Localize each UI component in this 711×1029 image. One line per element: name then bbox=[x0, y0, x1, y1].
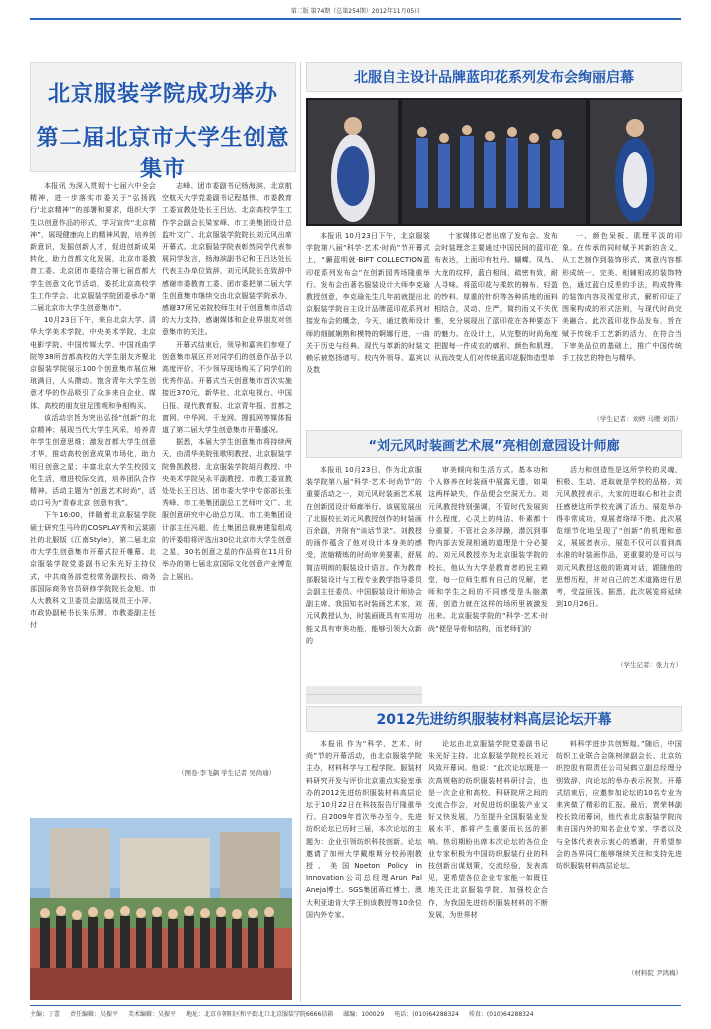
left-headline-line1: 北京服装学院成功举办 bbox=[47, 82, 278, 107]
bottom-headline-text: 2012先进纺织服装材料高层论坛开幕 bbox=[376, 712, 612, 728]
right-top-headline bbox=[306, 62, 682, 92]
paragraph: 本报讯 作为“科学、艺术、时尚”节的开幕活动，由北京服装学院主办，材料科学与工程学院、服装材料研究开发与评价北京重点实验室承办的2012先进纺织服装材料高层论坛于10月22日在科技报告厅隆重举行。自2009年首次举办至今，先进纺织论坛已历时三届，本次论坛的主题为：企业引领纺织科技创新。论坛邀请了加州大学戴维斯分校孙刚教授、美国Noeton Policy in Innovation公司总经理Arun Pal Aneja博士、SGS集团蒋红博士、澳大利亚迪肯大学王钥该教授等10余位国内外专家。 bbox=[306, 740, 422, 919]
bottom-col1 bbox=[306, 738, 422, 1000]
paragraph: 论坛由北京服装学院党委副书记朱光好主持。北京服装学院校长刘元风致开幕词。他说：“此次论坛既是一次高规格的纺织服装材料研讨会，也是一次企业和高校、科研院所之间的交流合作会，对促进纺织服装产业又好又快发展，乃至提升全国服装业发展水平，都将产生重要而长远的影响。热切期盼出席本次论坛的各位企业专家积极为中国纺织服装行业的科技创新出谋划策，交流经验，发表高见，更希望各位企业专家能一如既往地关注北京服装学院，加强校企合作，为我国先进纺织服装材料的不断发展，为世界材 bbox=[428, 740, 548, 919]
paragraph: 10月23日下午，来自北京大学、清华大学美术学院、中央美术学院、北京电影学院、中国传媒大学、中国戏曲学院等38所首都高校的大学生朋友齐聚北京服装学院展示100个创意集市展位琳琅满目，人头攒动。饱含青年大学生创意才华的作品吸引了众多来自企业、媒体、高校的朋友驻足围观和争相购买。 bbox=[30, 316, 156, 410]
paragraph: 审美倾向和生活方式。基本功和个人修养在时装画中展露无遗，如果这两样缺失，作品便会空洞无力。刘元风教授特别强调，不管时代发展到什么程度，心灵上的纯洁、朴素都十分重要。不管社会多浮躁，潜沉到事物内部去发现相通的道理是十分必要的。刘元风教授亦为北京服装学院的校长，他认为大学是教育者的民主殿堂，每一位师生都有自己的见解，老师和学生之间的不同感受是头脑激荡，创造力就在这样的场所里被激发出来。北京服装学院的“科学·艺术·时尚”便是导骨和结构，而老师们的 bbox=[428, 466, 548, 633]
paragraph: 下午16:00，伴随着北京服装学院硕士研究生马玲的COSPLAY秀和云裳剧社的北服版《江南Style》，第二届北京市大学生创意集市开幕式拉开帷幕。北京服装学院党委副书记朱光好主持仪式，中共商务部党校常务副校长、商务部国际商务官员研修学院院长金旭、市人大教科文卫委员会副巡视员王小萍、市政协副秘书长朱乐滞、市教委副主任付 bbox=[30, 511, 156, 630]
middle-credit: （学生记者：张力方） bbox=[617, 661, 682, 669]
paragraph: 该活动宗旨为突出弘扬“创新”的北京精神；展现当代大学生风采，培养青年学生创意思维；激发首都大学生创意才华，推动高校创意成果市场化，助力明日创意之星；丰富北京大学生校园文化生活，增进校际交流，培养团队合作精神。活动主题为“创意艺术时尚”，活动口号为“青春北京 创意有我”。 bbox=[30, 413, 156, 508]
issue-info: 第二版 第74期（总第254期）2012年11月05日 bbox=[290, 8, 421, 15]
left-article-col1 bbox=[30, 180, 156, 816]
bottom-headline bbox=[306, 706, 682, 732]
runway-photo-strip bbox=[306, 98, 682, 226]
left-headline-box bbox=[30, 62, 296, 182]
left-headline-line2: 第二届北京市大学生创意集市 bbox=[36, 126, 290, 182]
illustration-strip bbox=[306, 686, 422, 704]
right-top-col3 bbox=[562, 230, 682, 412]
left-article-credit: （图卷·李飞飙 学生记者 吴尚瑜） bbox=[178, 769, 276, 777]
footer-editor: 责任编辑：吴振平 bbox=[70, 1011, 119, 1018]
bottom-col3 bbox=[556, 738, 682, 964]
paragraph: 一、颜色呆板、肌理平淡的印象。在传承的同时赋予其新的含义，从工艺制作到装饰形式，寓意内容都形成统一、完美、相辅相成的装饰特色，通过蓝白反差的手法，构成特殊的装饰内容及视觉形式，解析印证了图案构成的形式法则，与现代时尚完美融合。此次蓝印花作品发布，旨在赋予传统手工艺新的活力，在符合当下审美品位的基础上，推广中国传统手工技艺的特色与精华。 bbox=[562, 232, 682, 363]
footer-art-editor: 美术编辑：吴振平 bbox=[128, 1011, 177, 1018]
paragraph: 据悉，本届大学生创意集市将持续两天，由清华美院张歌明教授、北京服装学院鲁凯教授、北京服装学院胡月教授、中央美术学院吴永平副教授、市教工委宣教处处长王吕达、团市委大学中专部部长张秀峰、市工美集团副总工艺师叶文广、北服创意研究中心助总万凤、市工美集团设计部主任冯超、佐上集团总裁唐建玺组成的评委组将评选出30位北京市大学生创意之星，30名创意之星的作品将在11月份举办的第七届北京国际文化创意产业博览会上展出。 bbox=[162, 438, 292, 581]
footer-address: 地址：北京市朝阳区和平街北口北京服装学院6666信箱 bbox=[186, 1011, 334, 1018]
middle-headline-text: “刘元风时装画艺术展”亮相创意园设计师廊 bbox=[368, 438, 620, 454]
paragraph: 十家媒体记者出席了发布会。发布会时装理念主要通过中国民间的蓝印花布表达，上面印有牡丹、蝴蝶、凤鸟、大龙的纹样，蓝白相间，疏密有致，耐人寻味。将蓝印花与柔软的棉布、轻盈的纱料、厚重的针织等各种质地的面料相结合，灵动、庄严，简约而又不失优雅，充分展现出了蓝印花在各种要态下的魅力。在设计上，从完整的时尚角度把握每一件成衣的廓形、颜色和肌理，从而改变人们对传统蓝印花服饰造型单 bbox=[434, 232, 558, 363]
footer-chief-editor: 主编：丁蕾 bbox=[30, 1011, 61, 1018]
middle-headline bbox=[306, 430, 682, 458]
right-top-col1 bbox=[306, 230, 430, 426]
creative-market-group-photo bbox=[30, 818, 292, 1000]
middle-col3 bbox=[556, 464, 682, 658]
middle-col2 bbox=[428, 464, 548, 694]
paragraph: 志峰、团市委副书记杨海滨、北京航空航天大学党委副书记程基伟、市委教育工委宣教处处长王吕达、北京高校学生工作学会副会长梁家峰、市工美集团设计总监叶文广、北京服装学院院长刘元风出席开幕式。北京服装学院表彰然同学代表参展同学发言，杨海滨副书记和王吕达处长代表主办单位致辞，刘元风院长在致辞中感谢市委教育工委、团市委把第二届大学生创意集市继续交由北京服装学院承办，感谢37所兄弟院校师生对于创意集市活动的大力支持，感谢媒体和企业界朋友对创意集市的关注。 bbox=[162, 182, 292, 337]
footer-fax: 传真：(010)64288324 bbox=[468, 1011, 534, 1018]
left-article-col2 bbox=[162, 180, 292, 752]
paragraph: 本报讯 10月23日，作为北京服装学院第八届“科学·艺术·时尚节”的重要活动之一，刘元风时装画艺术展在创新园设计师廊举行。该展览展出了北服校长刘元风教授创作的时装画百余副，并附有“谈话节录”。刘教授的画作蕴含了他对设计本身美的感受，浓缩精炼的时尚审美要素，舒展简洁明朗的服装设计语言。作为教育部服装设计与工程专业教学指导委员会副主任委员、中国服装设计师协会副主席、我国知名时装画艺术家，刘元风教授认为，时装画既具有实用功能又具有审美功能，能够引领大众新的 bbox=[306, 466, 422, 645]
footer-phone: 电话：(010)64288324 bbox=[394, 1011, 459, 1018]
middle-col1 bbox=[306, 464, 422, 682]
top-rule bbox=[30, 18, 681, 20]
paragraph: 开幕式结束后，领导和嘉宾们参观了创意集市展区并对同学们的创意作品予以高度评价，不少领导现场购买了同学们的优秀作品。开幕式当天创意集市首次实施接近370元，新华社、北京电视台、中国日报、现代教育报、北京青年报、首都之窗网、中华网、千龙网、搜狐网等媒体报道了第二届大学生创意集市开幕盛况。 bbox=[162, 340, 292, 435]
column-divider bbox=[300, 62, 301, 1002]
bottom-col2 bbox=[428, 738, 548, 1000]
paragraph: 料科学进步共创辉煌。”随后，中国纺织工业联合会陈树津副会长、北京纺织控股有限责任公司吴鹤立副总经理分别致辞，向论坛的举办表示祝贺。开幕式结束后，应邀参加论坛的10名专业为来宾做了精彩的汇报。最后，贾荣林副校长致闭幕词，他代表北京服装学院向来自国内外的知名企业专家、学者以及与全体代表表示衷心的感谢，并希望参会的各界同仁能够继续关注和支持先进纺织服装材料高层论坛。 bbox=[556, 740, 682, 871]
right-top-col2 bbox=[434, 230, 558, 426]
masthead-info bbox=[0, 6, 711, 18]
paragraph: 本报讯 10月23日下午，北京服装学院第八届“科学·艺术·时尚”节开幕式上，“獬蓝明就·BIFT COLLECTION蓝印花系列发布会”在创新园秀场隆重举行。发布会由著名服装设计大师李克瑜教授创意，李克瑜先生几年前就提出北京服装学院自主设计品牌蓝印花系列对接发布会的概念，今天，通过教师设计师的细腻娴熟和模特的婀娜行进，一曲关于历史与经典、现代与革新的时装文赖乐被悠扬谱写。校内外领导、嘉宾以及数 bbox=[306, 232, 430, 375]
right-top-credit: （学生记者：刘婷 马缨 刘笛） bbox=[593, 415, 682, 423]
right-top-headline-text: 北服自主设计品牌蓝印花系列发布会绚丽启幕 bbox=[354, 70, 634, 86]
paragraph: 活力和创造性是这所学校的灵魂，积极、生动、进取就是学校的品格。刘元风教授表示，大家的进取心和社会责任感使这所学校充满了活力。展览举办得非常成功，观展者络绎不绝。此次展览细节化地呈现了“创新”的机理和意义，展展者表示，展览不仅可以看到高水准的时装画作品，更重要的是可以与刘元风教授这般的距离对话，跟随他的思想历程，并对自己的艺术道路进行思考，受益匪浅。据悉，此次展览将延续到10月26日。 bbox=[556, 466, 682, 609]
footer-bar bbox=[30, 1005, 681, 1019]
bottom-credit: （材料院 尹鸿梅） bbox=[627, 969, 682, 977]
paragraph: 本报讯 为深入贯彻十七届六中全会精神，进一步落实市委关于“弘扬践行‘北京精神’”的部署和要求，组织大学生以创意作品的形式，学习宣传“北京精神”，展现健康向上的精神风貌，培养创新意识，发掘创新人才，促进创新成果转化，助力首都文化发展，北京市委教育工委、北京团市委结合第七届首都大学生创意文化节活动，委托北京高校学生工作学会、北京服装学院团委承办“第二届北京市大学生创意集市”。 bbox=[30, 182, 156, 313]
footer-postcode: 邮编：100029 bbox=[343, 1011, 385, 1018]
